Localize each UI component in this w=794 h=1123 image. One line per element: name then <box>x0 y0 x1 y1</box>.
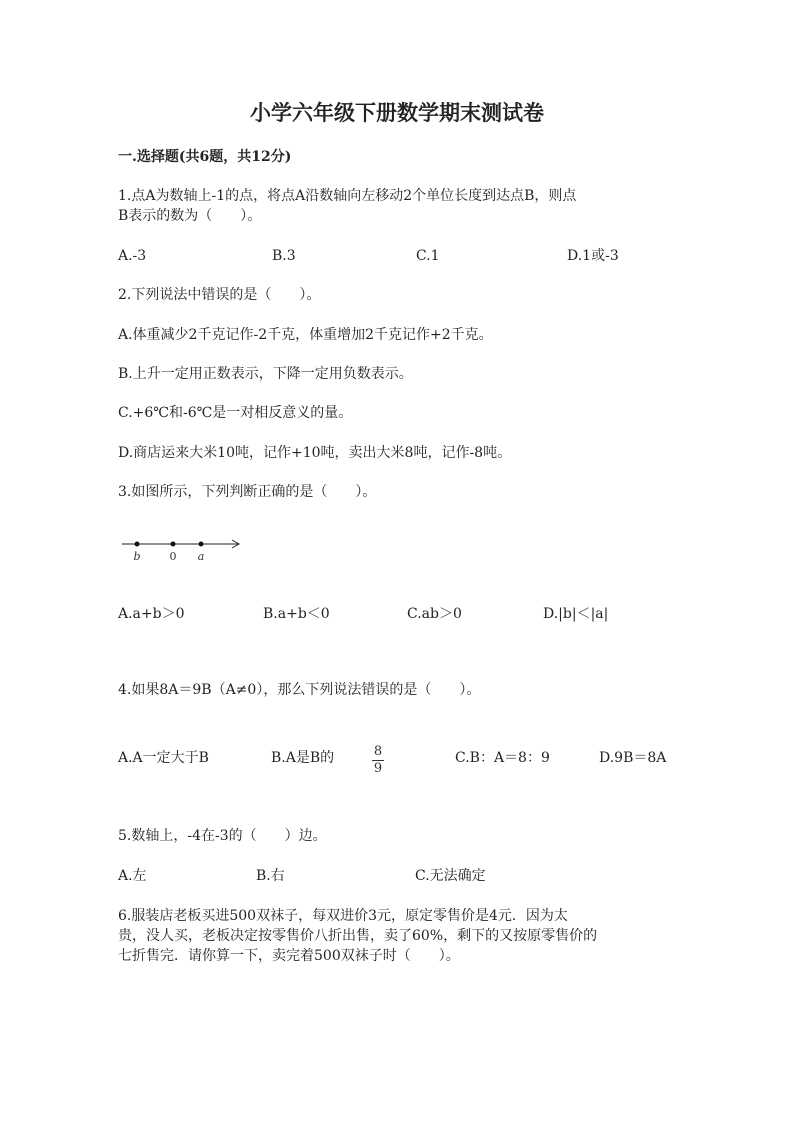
q1-option-c: C.1 <box>416 248 440 264</box>
point-b <box>135 542 140 547</box>
q2-stem: 2.下列说法中错误的是（ ）。 <box>118 287 321 303</box>
q6-stem-line2: 贵，没人买，老板决定按零售价八折出售，卖了60%，剩下的又按原零售价的 <box>118 928 598 944</box>
q2-option-b: B.上升一定用正数表示，下降一定用负数表示。 <box>118 366 413 382</box>
q4-stem: 4.如果8A＝9B（A≠0），那么下列说法错误的是（ ）。 <box>118 682 481 698</box>
q4-option-a: A.A一定大于B <box>118 750 209 766</box>
number-line-figure <box>118 532 248 564</box>
label-a: a <box>197 550 205 563</box>
q2-option-d: D.商店运来大米10吨，记作+10吨，卖出大米8吨，记作-8吨。 <box>118 445 512 461</box>
point-a <box>199 542 204 547</box>
q5-option-a: A.左 <box>118 868 147 884</box>
q6-stem-line3: 七折售完．请你算一下，卖完着500双袜子时（ ）。 <box>118 948 460 964</box>
q1-stem-line2: B表示的数为（ ）。 <box>118 208 262 224</box>
q1-option-b: B.3 <box>272 248 296 264</box>
section-heading: 一.选择题(共6题，共12分) <box>118 149 292 165</box>
label-zero: 0 <box>169 550 177 563</box>
q5-stem: 5.数轴上，-4在-3的（ ）边。 <box>118 828 327 844</box>
q1-option-d: D.1或-3 <box>567 248 619 264</box>
point-zero <box>171 542 176 547</box>
q1-stem-line1: 1.点A为数轴上-1的点，将点A沿数轴向左移动2个单位长度到达点B，则点 <box>118 188 577 204</box>
label-b: b <box>133 550 141 563</box>
q4-option-c: C.B：A＝8：9 <box>455 750 550 766</box>
q3-stem: 3.如图所示，下列判断正确的是（ ）。 <box>118 484 377 500</box>
page-title: 小学六年级下册数学期末测试卷 <box>250 100 544 125</box>
q6-stem-line1: 6.服装店老板买进500双袜子，每双进价3元，原定零售价是4元．因为太 <box>118 908 568 924</box>
q3-option-c: C.ab＞0 <box>407 606 462 622</box>
q2-option-a: A.体重减少2千克记作-2千克，体重增加2千克记作+2千克。 <box>118 327 493 343</box>
fraction-numerator: 8 <box>373 744 383 759</box>
q4-option-d: D.9B＝8A <box>599 750 667 766</box>
q3-option-d: D.|b|＜|a| <box>543 606 609 622</box>
q5-option-c: C.无法确定 <box>415 868 486 884</box>
q1-option-a: A.-3 <box>118 248 147 264</box>
q3-option-b: B.a+b＜0 <box>263 606 330 622</box>
q2-option-c: C.+6℃和-6℃是一对相反意义的量。 <box>118 405 353 421</box>
q4-option-b: B.A是B的 <box>271 750 335 766</box>
q5-option-b: B.右 <box>256 868 285 884</box>
q3-option-a: A.a+b＞0 <box>118 606 185 622</box>
fraction-denominator: 9 <box>373 761 383 776</box>
q4-fraction <box>370 744 386 777</box>
